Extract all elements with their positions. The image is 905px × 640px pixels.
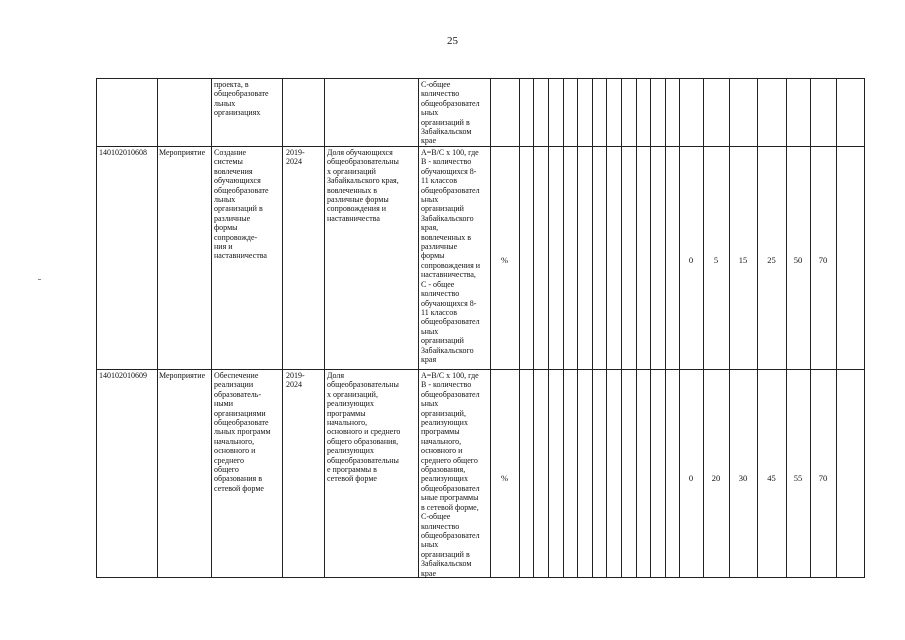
cell-formula: С-общее количество общеобразовател ьных организаций в Забайкальском крае xyxy=(421,80,480,146)
column-divider xyxy=(533,78,534,578)
column-divider xyxy=(157,78,158,578)
cell-value: 45 xyxy=(767,473,776,483)
column-divider xyxy=(519,78,520,578)
cell-value: 55 xyxy=(793,473,803,483)
cell-period: 2019- 2024 xyxy=(286,148,305,167)
column-divider xyxy=(606,78,607,578)
cell-value: 15 xyxy=(738,255,748,265)
cell-unit: % xyxy=(500,255,509,265)
cell-measure-name: Создание системы вовлечения обучающихся общеобразовате льных организаций в различные формы сопровожде- ния и наставничества xyxy=(214,148,269,261)
cell-value: 30 xyxy=(738,473,748,483)
column-divider xyxy=(282,78,283,578)
cell-value: 0 xyxy=(688,255,694,265)
cell-formula: А=В/С х 100, где В - количество общеобразовател ьных организаций, реализующих программы начального, основного и среднего общего образования, реализующих общеобразовател ьные программы в сетевой форме, С-общее количество общеобразовател ьных организаций в Забайкальском крае xyxy=(421,371,480,578)
column-divider xyxy=(679,78,680,578)
column-divider xyxy=(836,78,837,578)
cell-unit: % xyxy=(500,473,509,483)
cell-type: Мероприятие xyxy=(159,148,206,157)
column-divider xyxy=(650,78,651,578)
column-divider xyxy=(729,78,730,578)
column-divider xyxy=(548,78,549,578)
cell-value: 0 xyxy=(688,473,694,483)
cell-value: 20 xyxy=(711,473,721,483)
cell-period: 2019- 2024 xyxy=(286,371,305,390)
column-divider xyxy=(757,78,758,578)
column-divider xyxy=(665,78,666,578)
column-divider xyxy=(703,78,704,578)
column-divider xyxy=(211,78,212,578)
cell-type: Мероприятие xyxy=(159,371,206,380)
column-divider xyxy=(592,78,593,578)
cell-measure-name: проекта, в общеобразовате льных организациях xyxy=(214,80,269,118)
cell-value: 50 xyxy=(793,255,803,265)
cell-code: 140102010608 xyxy=(99,148,147,157)
cell-value: 25 xyxy=(767,255,776,265)
column-divider xyxy=(621,78,622,578)
cell-indicator: Доля обучающихся общеобразовательны х организаций Забайкальского края, вовлеченных в различные формы сопровождения и наставничества xyxy=(327,148,399,223)
cell-measure-name: Обеспечение реализации образователь- ными организациями общеобразовате льных программ начального, основного и среднего общего образования в сетевой форме xyxy=(214,371,271,493)
column-divider xyxy=(96,78,97,578)
cell-formula: А=В/С х 100, где В - количество обучающихся 8- 11 классов общеобразовател ьных организаций Забайкальского края, вовлеченных в различные формы сопровождения и наставничества, С - общее количество обучающихся 8- 11 классов общеобразовател ьных организаций Забайкальского края xyxy=(421,148,481,364)
column-divider xyxy=(810,78,811,578)
column-divider xyxy=(636,78,637,578)
cell-code: 140102010609 xyxy=(99,371,147,380)
cell-value: 70 xyxy=(818,255,828,265)
cell-indicator: Доля общеобразовательны х организаций, реализующих программы начального, основного и среднего общего образования, реализующих общеобразовательны е программы в сетевой форме xyxy=(327,371,401,484)
column-divider xyxy=(324,78,325,578)
cell-value: 5 xyxy=(713,255,719,265)
column-divider xyxy=(563,78,564,578)
column-divider xyxy=(786,78,787,578)
page-number: 25 xyxy=(447,35,458,47)
table-border-right xyxy=(864,78,865,578)
cell-value: 70 xyxy=(818,473,828,483)
column-divider xyxy=(577,78,578,578)
